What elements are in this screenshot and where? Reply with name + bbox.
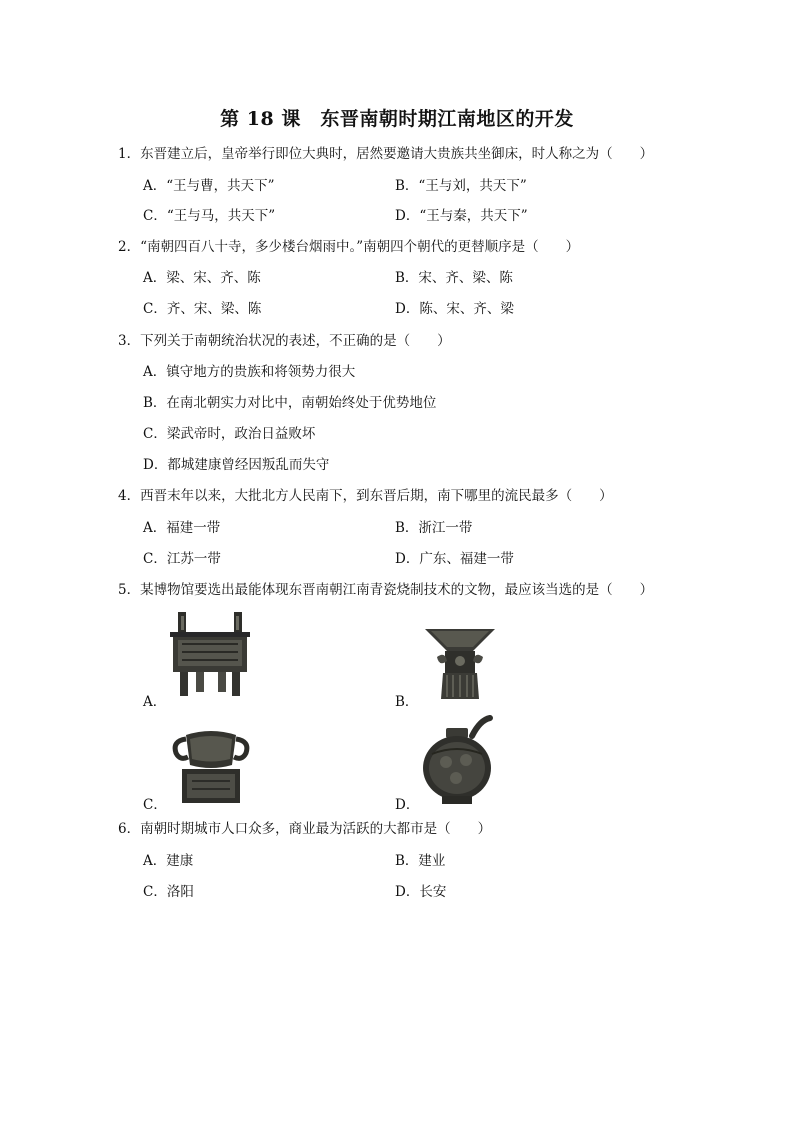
q5-option-b[interactable]: B． bbox=[395, 694, 419, 710]
q3-option-a[interactable]: A．镇守地方的贵族和将领势力很大 bbox=[143, 364, 356, 380]
q2-option-a[interactable]: A．梁、宋、齐、陈 bbox=[143, 270, 261, 286]
question-3-stem: 3．下列关于南朝统治状况的表述，不正确的是（ ） bbox=[118, 333, 451, 349]
bronze-zun-image[interactable] bbox=[423, 625, 497, 701]
q1-option-b[interactable]: B．“王与刘，共天下” bbox=[395, 178, 527, 194]
q1-option-c[interactable]: C．“王与马，共天下” bbox=[143, 208, 276, 224]
q2-option-b[interactable]: B．宋、齐、梁、陈 bbox=[395, 270, 513, 286]
q4-option-b[interactable]: B．浙江一带 bbox=[395, 520, 473, 536]
q5-option-a[interactable]: A． bbox=[143, 694, 167, 710]
q1-option-a[interactable]: A．“王与曹，共天下” bbox=[143, 178, 275, 194]
q1-option-d[interactable]: D．“王与秦，共天下” bbox=[395, 208, 528, 224]
q5-option-d[interactable]: D． bbox=[395, 797, 420, 813]
question-5-stem: 5．某博物馆要选出最能体现东晋南朝江南青瓷烧制技术的文物，最应该当选的是（ ） bbox=[118, 582, 654, 598]
q6-option-c[interactable]: C．洛阳 bbox=[143, 884, 194, 900]
question-2-stem: 2．“南朝四百八十寺，多少楼台烟雨中。”南朝四个朝代的更替顺序是（ ） bbox=[118, 239, 580, 255]
q4-option-d[interactable]: D．广东、福建一带 bbox=[395, 551, 514, 567]
q6-option-d[interactable]: D．长安 bbox=[395, 884, 447, 900]
question-1-stem: 1．东晋建立后，皇帝举行即位大典时，居然要邀请大贵族共坐御床，时人称之为（ ） bbox=[118, 146, 654, 162]
bronze-ding-image[interactable] bbox=[170, 608, 250, 696]
q3-option-c[interactable]: C．梁武帝时，政治日益败坏 bbox=[143, 426, 316, 442]
bronze-gui-image[interactable] bbox=[172, 729, 250, 803]
q4-option-c[interactable]: C．江苏一带 bbox=[143, 551, 221, 567]
q5-option-c[interactable]: C． bbox=[143, 797, 167, 813]
q6-option-a[interactable]: A．建康 bbox=[143, 853, 194, 869]
question-6-stem: 6．南朝时期城市人口众多，商业最为活跃的大都市是（ ） bbox=[118, 821, 492, 837]
q2-option-c[interactable]: C．齐、宋、梁、陈 bbox=[143, 301, 262, 317]
q6-option-b[interactable]: B．建业 bbox=[395, 853, 446, 869]
q2-option-d[interactable]: D．陈、宋、齐、梁 bbox=[395, 301, 514, 317]
q4-option-a[interactable]: A．福建一带 bbox=[143, 520, 221, 536]
page-title: 第 18 课 东晋南朝时期江南地区的开发 bbox=[220, 108, 574, 130]
q3-option-b[interactable]: B．在南北朝实力对比中，南朝始终处于优势地位 bbox=[143, 395, 437, 411]
q3-option-d[interactable]: D．都城建康曾经因叛乱而失守 bbox=[143, 457, 330, 473]
question-4-stem: 4．西晋末年以来，大批北方人民南下，到东晋后期，南下哪里的流民最多（ ） bbox=[118, 488, 613, 504]
celadon-pot-image[interactable] bbox=[420, 714, 496, 806]
